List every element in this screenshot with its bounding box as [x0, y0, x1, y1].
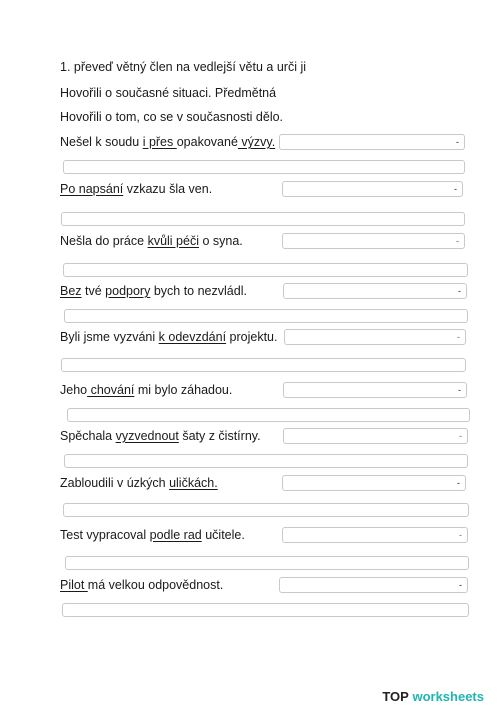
sentence-text: učitele. [201, 528, 245, 542]
underlined-phrase: Pilot [60, 578, 88, 592]
underlined-phrase: chování [87, 383, 135, 397]
underlined-phrase: vyzvednout [115, 429, 179, 443]
dropdown-arrow-icon[interactable]: - [458, 385, 461, 395]
clause-type-select-1[interactable] [279, 134, 465, 150]
answer-input-5[interactable] [61, 358, 466, 372]
clause-type-select-4[interactable] [283, 283, 467, 299]
underlined-phrase: podle rad [149, 528, 202, 542]
dropdown-arrow-icon[interactable]: - [456, 236, 459, 246]
answer-input-8[interactable] [63, 503, 469, 517]
clause-type-select-5[interactable] [284, 329, 466, 345]
answer-input-10[interactable] [62, 603, 469, 617]
sentence-text: opakované [176, 135, 238, 149]
underlined-phrase: i přes [142, 135, 177, 149]
sentence-text: Nešla do práce [60, 234, 148, 248]
footer-brand [382, 689, 484, 704]
sentence-3 [60, 234, 243, 248]
underlined-phrase: podpory [105, 284, 151, 298]
underlined-phrase: Po napsání [60, 182, 124, 196]
sentence-text: o syna. [198, 234, 243, 248]
clause-type-select-2[interactable] [282, 181, 463, 197]
dropdown-arrow-icon[interactable]: - [454, 184, 457, 194]
sentence-text: Nešel k soudu [60, 135, 143, 149]
sentence-2 [60, 182, 212, 196]
sentence-4 [60, 284, 247, 298]
sentence-text: bych to nezvládl. [150, 284, 247, 298]
dropdown-arrow-icon[interactable]: - [458, 286, 461, 296]
dropdown-arrow-icon[interactable]: - [459, 580, 462, 590]
sentence-text: Test vypracoval [60, 528, 150, 542]
answer-input-1[interactable] [63, 160, 465, 174]
dropdown-arrow-icon[interactable]: - [457, 332, 460, 342]
sentence-text: Spěchala [60, 429, 116, 443]
sentence-6 [60, 383, 232, 397]
sentence-text: Zabloudili v úzkých [60, 476, 170, 490]
sentence-1 [60, 135, 275, 149]
brand-worksheets: worksheets [412, 689, 484, 704]
dropdown-arrow-icon[interactable]: - [459, 530, 462, 540]
sentence-10 [60, 578, 223, 592]
sentence-8 [60, 476, 218, 490]
sentence-text: Jeho [60, 383, 88, 397]
sentence-9 [60, 528, 245, 542]
underlined-phrase: výzvy. [237, 135, 276, 149]
clause-type-select-7[interactable] [283, 428, 468, 444]
underlined-phrase: kvůli péči [147, 234, 199, 248]
answer-input-2[interactable] [61, 212, 465, 226]
instruction: 1. převeď větný člen na vedlejší větu a urči ji [60, 60, 307, 74]
sentence-text: vzkazu šla ven. [123, 182, 213, 196]
answer-input-3[interactable] [63, 263, 468, 277]
dropdown-arrow-icon[interactable]: - [459, 431, 462, 441]
sentence-text: tvé [81, 284, 106, 298]
sentence-text: šaty z čistírny. [178, 429, 261, 443]
example-sentence: Hovořili o současné situaci. Předmětná [60, 86, 277, 100]
brand-top: TOP [382, 689, 409, 704]
sentence-text: mi bylo záhadou. [134, 383, 233, 397]
underlined-phrase: uličkách. [169, 476, 218, 490]
sentence-text: Byli jsme vyzváni [60, 330, 159, 344]
answer-input-9[interactable] [65, 556, 469, 570]
dropdown-arrow-icon[interactable]: - [457, 478, 460, 488]
answer-input-7[interactable] [64, 454, 468, 468]
underlined-phrase: k odevzdání [158, 330, 227, 344]
example-clause: Hovořili o tom, co se v současnosti dělo. [60, 110, 284, 124]
sentence-5 [60, 330, 277, 344]
underlined-phrase: Bez [60, 284, 82, 298]
answer-input-6[interactable] [67, 408, 470, 422]
sentence-7 [60, 429, 261, 443]
dropdown-arrow-icon[interactable]: - [456, 137, 459, 147]
clause-type-select-9[interactable] [282, 527, 468, 543]
clause-type-select-6[interactable] [283, 382, 467, 398]
clause-type-select-8[interactable] [282, 475, 466, 491]
answer-input-4[interactable] [64, 309, 468, 323]
sentence-text: má velkou odpovědnost. [87, 578, 224, 592]
clause-type-select-3[interactable] [282, 233, 465, 249]
sentence-text: projektu. [226, 330, 278, 344]
clause-type-select-10[interactable] [279, 577, 468, 593]
